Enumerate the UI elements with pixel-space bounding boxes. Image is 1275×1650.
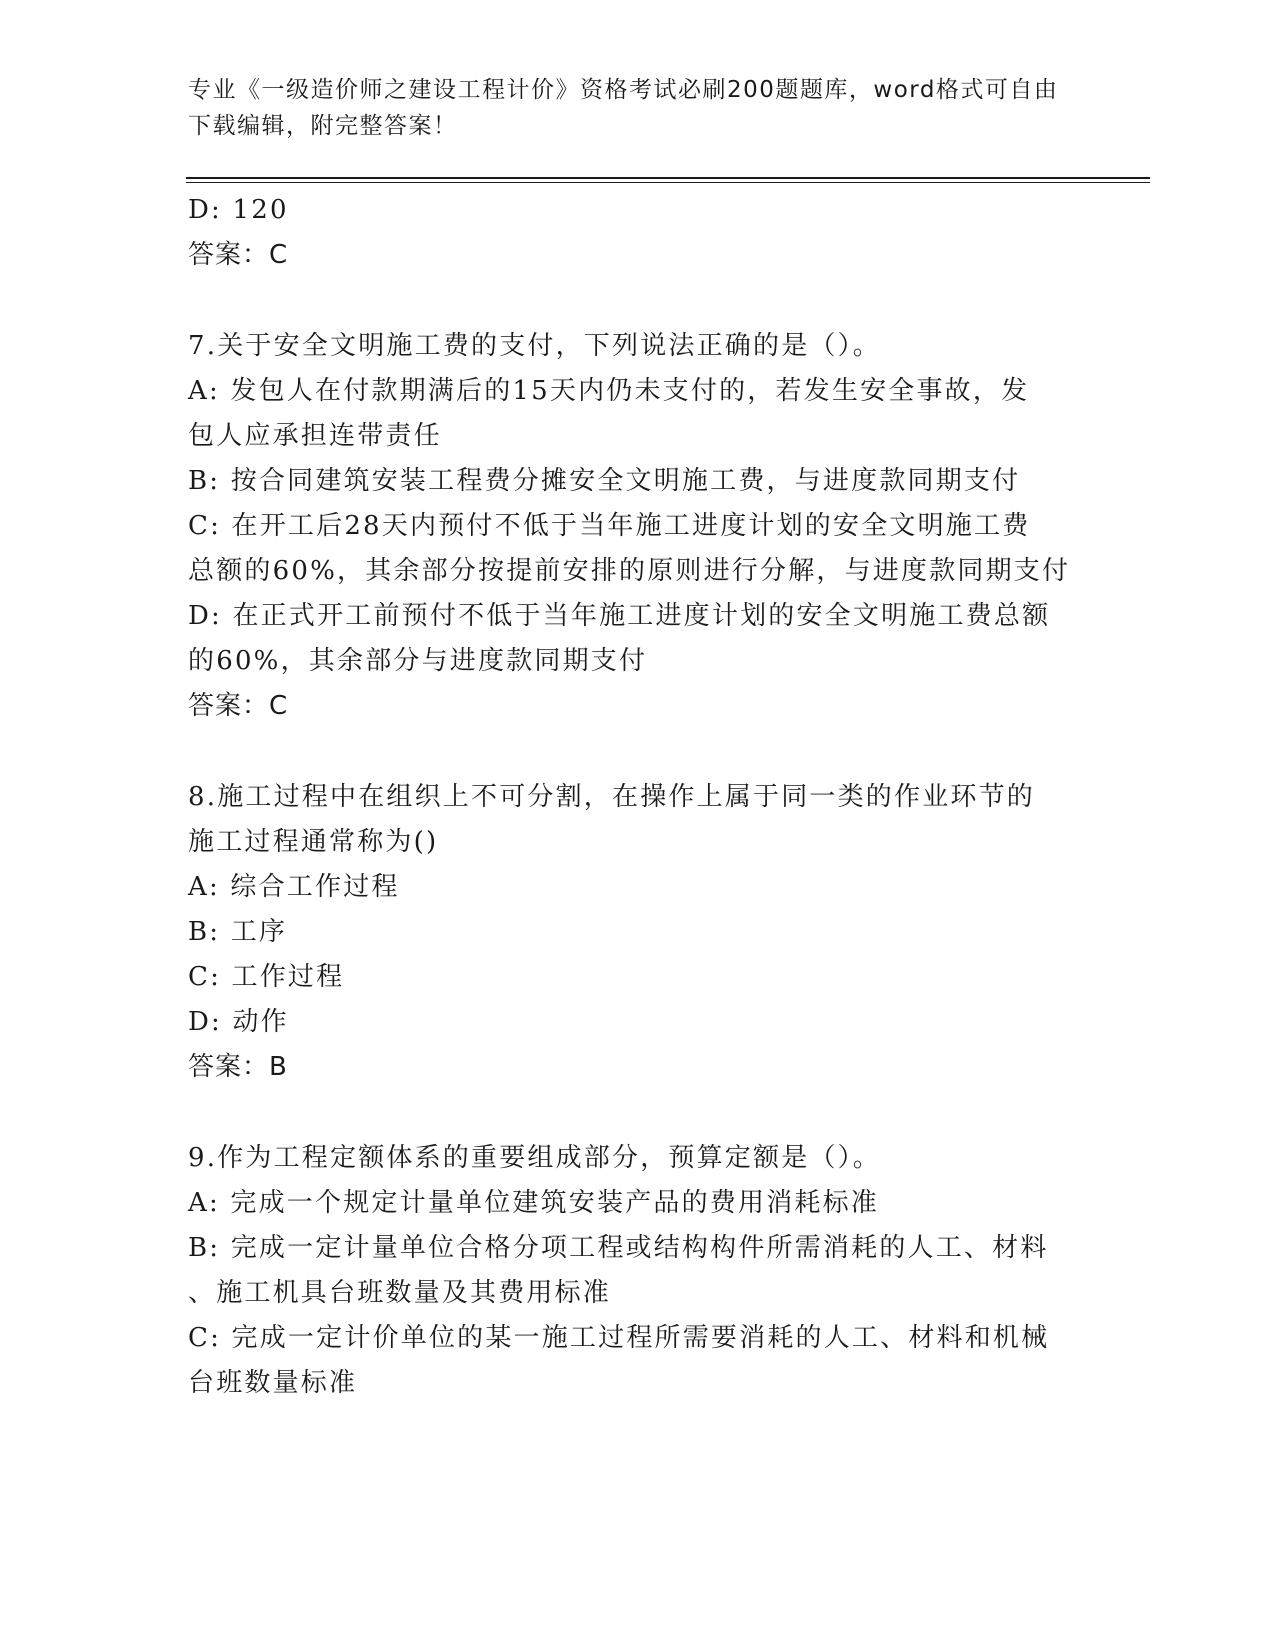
- question-9: [188, 1136, 1088, 1406]
- option-c-cont: 台班数量标准: [188, 1368, 358, 1398]
- header-line-1: 专业《一级造价师之建设工程计价》资格考试必刷200题题库，word格式可自由: [188, 77, 1059, 103]
- option-b: B: 工序: [188, 917, 288, 947]
- option-d: D: 动作: [188, 1007, 289, 1037]
- option-a: A: 发包人在付款期满后的15天内仍未支付的，若发生安全事故，发: [188, 376, 1030, 406]
- option-d: D: 120: [188, 195, 289, 225]
- option-b: B: 按合同建筑安装工程费分摊安全文明施工费，与进度款同期支付: [188, 466, 1021, 496]
- question-stem: 7.关于安全文明施工费的支付，下列说法正确的是（）。: [188, 331, 882, 361]
- option-c: C: 完成一定计价单位的某一施工过程所需要消耗的人工、材料和机械: [188, 1323, 1050, 1353]
- question-stem-cont: 施工过程通常称为(): [188, 827, 439, 857]
- question-7: [188, 324, 1088, 729]
- option-d-cont: 的60%，其余部分与进度款同期支付: [188, 646, 648, 676]
- option-c: C: 工作过程: [188, 962, 345, 992]
- answer-line: 答案：C: [188, 691, 289, 721]
- header-line-2: 下载编辑，附完整答案！: [188, 113, 458, 139]
- question-stem: 8.施工过程中在组织上不可分割，在操作上属于同一类的作业环节的: [188, 782, 1036, 812]
- answer-line: 答案：B: [188, 1052, 288, 1082]
- option-b: B: 完成一定计量单位合格分项工程或结构构件所需消耗的人工、材料: [188, 1233, 1049, 1263]
- question-8: [188, 775, 1088, 1090]
- option-a-cont: 包人应承担连带责任: [188, 421, 442, 451]
- option-c: C: 在开工后28天内预付不低于当年施工进度计划的安全文明施工费: [188, 511, 1031, 541]
- answer-line: 答案：C: [188, 240, 289, 270]
- option-a: A: 综合工作过程: [188, 872, 400, 902]
- option-d: D: 在正式开工前预付不低于当年施工进度计划的安全文明施工费总额: [188, 601, 1051, 631]
- header-rule-thin: [186, 182, 1150, 183]
- question-content: [188, 188, 1088, 1406]
- question-stem: 9.作为工程定额体系的重要组成部分，预算定额是（）。: [188, 1143, 882, 1173]
- previous-question-tail: [188, 188, 1088, 278]
- header-rule-thick: [186, 177, 1150, 179]
- page-header: [188, 72, 1068, 144]
- option-c-cont: 总额的60%，其余部分按提前安排的原则进行分解，与进度款同期支付: [188, 556, 1071, 586]
- option-a: A: 完成一个规定计量单位建筑安装产品的费用消耗标准: [188, 1188, 880, 1218]
- option-b-cont: 、施工机具台班数量及其费用标准: [188, 1278, 612, 1308]
